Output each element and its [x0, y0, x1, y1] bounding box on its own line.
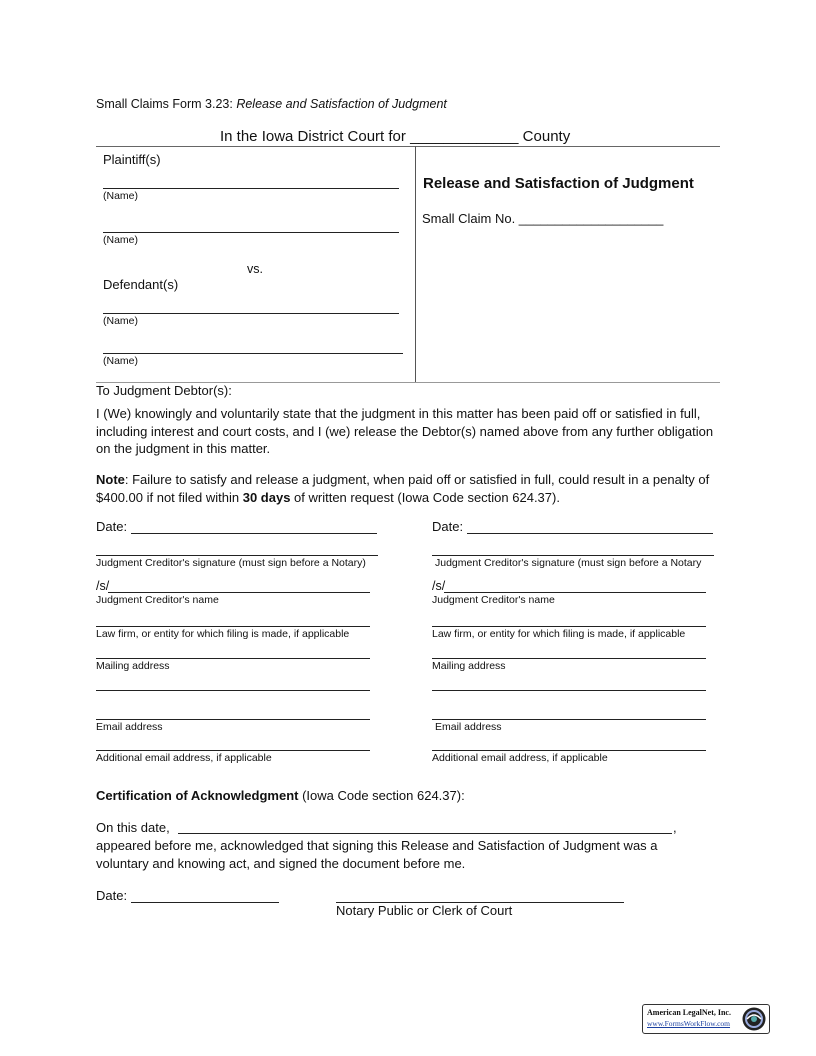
- penalty-note: [96, 471, 722, 506]
- court-line: In the Iowa District Court for _____________ County: [220, 128, 571, 145]
- release-statement: I (We) knowingly and voluntarily state that the judgment in this matter has been paid off or satisfied in full, including interest and court costs, and I (we) release the Debtor(s) named above from any further obligation on the judgment in this matter.: [96, 406, 714, 456]
- right-law-firm-label: Law firm, or entity for which filing is made, if applicable: [432, 628, 686, 640]
- website-link[interactable]: www.FormsWorkFlow.com: [647, 1019, 731, 1028]
- left-mailing-label: Mailing address: [96, 660, 170, 672]
- left-s-mark: /s/: [96, 579, 110, 593]
- left-creditor-name-line[interactable]: [108, 592, 370, 593]
- certification-title: Certification of Acknowledgment: [96, 788, 299, 803]
- caption-divider: [415, 146, 416, 382]
- note-days: 30 days: [242, 489, 291, 505]
- document-title: Release and Satisfaction of Judgment: [423, 175, 694, 192]
- left-signature-line[interactable]: [96, 555, 378, 556]
- plaintiffs-label: Plaintiff(s): [103, 152, 161, 167]
- left-date-label: Date:: [96, 519, 128, 534]
- right-s-mark: /s/: [432, 579, 446, 593]
- certification-text: appeared before me, acknowledged that signing this Release and Satisfaction of Judgment was a voluntary and knowing act, and signed the document before me.: [96, 838, 658, 871]
- right-mailing-label: Mailing address: [432, 660, 506, 672]
- left-creditor-name-label: Judgment Creditor's name: [96, 594, 219, 606]
- left-mailing-line[interactable]: [96, 658, 370, 659]
- right-additional-email-label: Additional email address, if applicable: [432, 752, 608, 764]
- right-signature-label: Judgment Creditor's signature (must sign before a Notary: [435, 557, 702, 569]
- to-debtor-label: To Judgment Debtor(s):: [96, 383, 232, 398]
- right-date-label: Date:: [432, 519, 464, 534]
- notary-label: Notary Public or Clerk of Court: [336, 903, 513, 918]
- right-date-line[interactable]: [467, 533, 713, 534]
- globe-icon: [741, 1006, 767, 1032]
- right-additional-email-line[interactable]: [432, 750, 706, 751]
- left-mailing-line-2[interactable]: [96, 690, 370, 691]
- plaintiff-name-line-1[interactable]: [103, 188, 399, 189]
- comma: ,: [673, 820, 677, 835]
- small-claim-number: Small Claim No. ____________________: [422, 211, 664, 226]
- right-email-label: Email address: [435, 721, 502, 733]
- right-creditor-name-label: Judgment Creditor's name: [432, 594, 555, 606]
- form-header: [96, 97, 447, 111]
- notary-date-line[interactable]: [131, 902, 279, 903]
- right-email-line[interactable]: [432, 719, 706, 720]
- name-label: (Name): [103, 190, 139, 202]
- plaintiff-name-line-2[interactable]: [103, 232, 399, 233]
- note-text-2: of written request (Iowa Code section 624.37).: [290, 489, 560, 505]
- company-name: American LegalNet, Inc.: [647, 1008, 731, 1017]
- defendants-label: Defendant(s): [103, 277, 179, 292]
- defendant-name-line-2[interactable]: [103, 353, 403, 354]
- form-number: Small Claims Form 3.23:: [96, 97, 233, 111]
- note-text-1: : Failure to satisfy and release a judgment, when paid off or satisfied in full, could result in a penalty of $400.00 if not filed within: [96, 472, 710, 505]
- name-label: (Name): [103, 315, 139, 327]
- left-email-line[interactable]: [96, 719, 370, 720]
- american-legalnet-logo[interactable]: [642, 1004, 770, 1034]
- left-law-firm-line[interactable]: [96, 626, 370, 627]
- right-mailing-line-2[interactable]: [432, 690, 706, 691]
- left-additional-email-label: Additional email address, if applicable: [96, 752, 272, 764]
- acknowledgment-name-line[interactable]: [178, 833, 672, 834]
- notary-date-label: Date:: [96, 888, 128, 903]
- right-mailing-line[interactable]: [432, 658, 706, 659]
- right-signature-line[interactable]: [432, 555, 714, 556]
- left-additional-email-line[interactable]: [96, 750, 370, 751]
- on-this-date-label: On this date,: [96, 820, 170, 835]
- caption-top-rule: [96, 146, 720, 147]
- certification-heading: [96, 788, 465, 803]
- left-email-label: Email address: [96, 721, 163, 733]
- certification-code: (Iowa Code section 624.37):: [298, 788, 465, 803]
- name-label: (Name): [103, 355, 139, 367]
- note-label: Note: [96, 472, 125, 487]
- defendant-name-line-1[interactable]: [103, 313, 399, 314]
- form-title-italic: Release and Satisfaction of Judgment: [236, 97, 447, 111]
- vs-label: vs.: [247, 262, 263, 276]
- right-law-firm-line[interactable]: [432, 626, 706, 627]
- left-law-firm-label: Law firm, or entity for which filing is made, if applicable: [96, 628, 350, 640]
- left-signature-label: Judgment Creditor's signature (must sign before a Notary): [96, 557, 366, 569]
- left-date-line[interactable]: [131, 533, 377, 534]
- name-label: (Name): [103, 234, 139, 246]
- right-creditor-name-line[interactable]: [444, 592, 706, 593]
